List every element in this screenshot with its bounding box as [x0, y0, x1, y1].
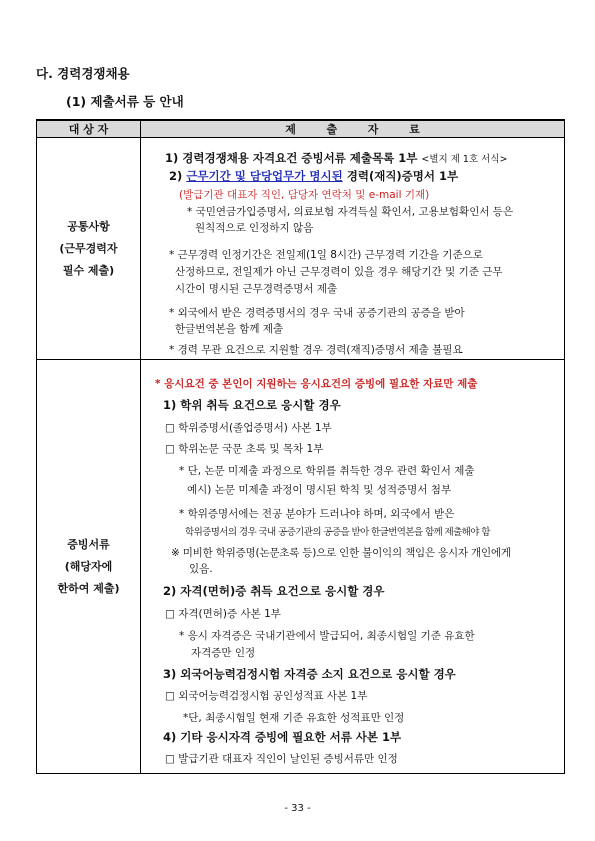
doc-note: *단, 최종시험일 현재 기준 유효한 성적표만 인정 — [183, 712, 405, 724]
doc-note: 산정하므로, 전일제가 아닌 근무경력이 있을 경우 해당기간 및 기준 근무 — [175, 266, 503, 278]
category-line: 공통사항 — [67, 219, 110, 233]
doc-note: (발급기관 대표자 직인, 담당자 연락처 및 e-mail 기재) — [179, 189, 430, 201]
condition-heading: 3) 외국어능력검정시험 자격증 소지 요건으로 응시할 경우 — [163, 667, 456, 681]
doc-item: □ 자격(면허)증 사본 1부 — [165, 608, 281, 620]
row-category-common — [37, 138, 141, 360]
doc-line — [169, 168, 458, 184]
doc-note: 원칙적으로 인정하지 않음 — [195, 222, 314, 234]
doc-note: * 근무경력 인정기간은 전일제(1일 8시간) 근무경력 기간을 기준으로 — [169, 249, 483, 261]
category-line: (근무경력자 — [59, 241, 118, 255]
doc-note: * 국민연금가입증명서, 의료보험 자격득실 확인서, 고용보험확인서 등은 — [187, 206, 514, 218]
table-row — [37, 360, 565, 774]
doc-item: □ 학위증명서(졸업증명서) 사본 1부 — [165, 422, 332, 434]
warning-line: * 응시요건 중 본인이 지원하는 응시요건의 증빙에 필요한 자료만 제출 — [155, 378, 478, 390]
doc-note: 있음. — [189, 563, 213, 575]
subsection-heading: (1) 제출서류 등 안내 — [66, 94, 184, 109]
form-reference: <별지 제 1호 서식> — [421, 154, 508, 165]
header-documents: 제 출 자 료 — [141, 120, 565, 138]
category-line: 한하여 제출) — [57, 581, 120, 595]
doc-note: * 외국에서 받은 경력증명서의 경우 국내 공증기관의 공증을 받아 — [169, 307, 465, 319]
condition-heading: 2) 자격(면허)증 취득 요건으로 응시할 경우 — [163, 584, 385, 598]
doc-note: 시간이 명시된 근무경력증명서 제출 — [175, 283, 338, 295]
row-documents-supporting — [141, 360, 565, 774]
page-number: - 33 - — [284, 803, 311, 814]
doc-item: □ 학위논문 국문 초록 및 목차 1부 — [165, 443, 324, 455]
documents-table — [36, 119, 565, 774]
doc-note: 한글번역본을 함께 제출 — [175, 323, 284, 335]
doc-line-number: 2) — [169, 169, 183, 183]
highlight-text: 근무기간 및 담당업무가 명시된 — [186, 169, 343, 183]
category-line: 필수 제출) — [62, 263, 115, 277]
doc-line-text: 경력(재직)증명서 1부 — [346, 169, 459, 183]
doc-note: ※ 미비한 학위증명(논문초록 등)으로 인한 불이익의 책임은 응시자 개인에게 — [171, 547, 511, 559]
doc-item: □ 발급기관 대표자 직인이 날인된 증빙서류만 인정 — [165, 753, 398, 765]
doc-note: * 단, 논문 미제출 과정으로 학위를 취득한 경우 관련 확인서 제출 — [179, 465, 475, 477]
section-heading: 다. 경력경쟁채용 — [36, 66, 130, 81]
doc-note: * 응시 자격증은 국내기관에서 발급되어, 최종시험일 기준 유효한 — [179, 630, 475, 642]
table-row — [37, 138, 565, 360]
header-target: 대 상 자 — [37, 120, 141, 138]
doc-line-text: 1) 경력경쟁채용 자격요건 증빙서류 제출목록 1부 — [165, 151, 418, 165]
doc-note: 학위증명서의 경우 국내 공증기관의 공증을 받아 한글번역본을 함께 제출해야 함 — [185, 527, 490, 538]
condition-heading: 1) 학위 취득 요건으로 응시할 경우 — [163, 398, 341, 412]
doc-item: □ 외국어능력검정시험 공인성적표 사본 1부 — [165, 690, 368, 702]
table-header-row — [37, 120, 565, 138]
doc-line — [165, 150, 507, 166]
doc-note: 예시) 논문 미제출 과정이 명시된 학칙 및 성적증명서 첨부 — [187, 484, 452, 496]
category-line: (해당자에 — [64, 559, 113, 573]
condition-heading: 4) 기타 응시자격 증빙에 필요한 서류 사본 1부 — [163, 730, 402, 744]
doc-note: * 학위증명서에는 전공 분야가 드러나야 하며, 외국에서 받은 — [179, 508, 455, 520]
row-documents-common — [141, 138, 565, 360]
doc-note: 자격증만 인정 — [191, 647, 256, 659]
doc-note: * 경력 무관 요건으로 지원할 경우 경력(재직)증명서 제출 불필요 — [169, 344, 463, 356]
category-line: 증빙서류 — [67, 537, 110, 551]
row-category-supporting — [37, 360, 141, 774]
